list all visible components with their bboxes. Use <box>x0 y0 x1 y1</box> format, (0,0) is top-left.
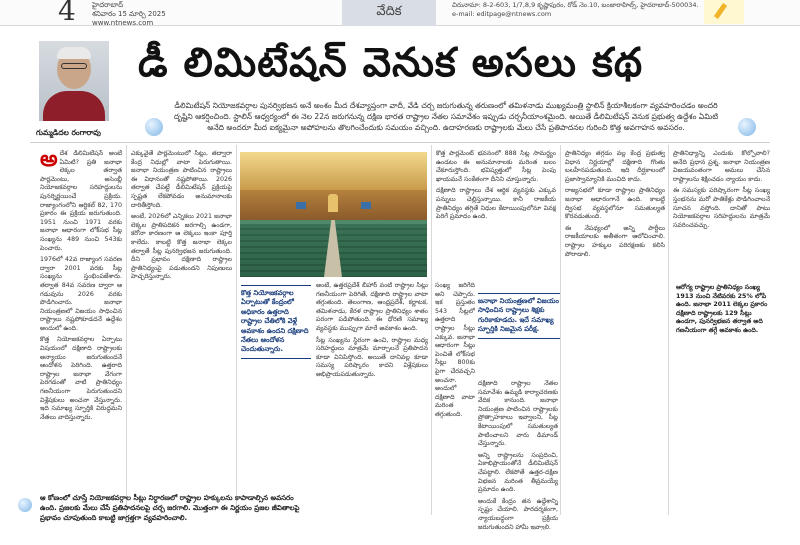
column-rule <box>236 145 237 515</box>
paragraph: ఈ నేపథ్యంలో అన్ని పార్టీలు రాజకీయాలకు అతీతంగా ఆలోచించాలి. రాష్ట్రాల హక్కుల పరిరక్షణకు కలిసి పోరాడాలి. <box>565 224 665 258</box>
date-text: శనివారం 15 మార్చి 2025 <box>92 10 166 18</box>
address-line: చిరునామా: 8-2-603, 1/7,8,9 కృష్ణాపురం, రోడ్ నెం.10, బంజారాహిల్స్, హైదరాబాద్-500034. <box>452 1 699 9</box>
paragraph: ప్రాతినిధ్యం తగ్గడం వల్ల కేంద్ర ప్రభుత్వ విధాన నిర్ణయాల్లో దక్షిణాది గొంతు బలహీనపడుతుంది. ఇది దీర్ఘకాలంలో ప్రజాస్వామ్యానికి మంచిది కాదు. <box>565 150 665 183</box>
bubble-decoration-icon <box>18 498 32 512</box>
editorial-address <box>452 1 699 19</box>
article-column-2 <box>131 150 232 488</box>
article-column-4a <box>435 282 475 488</box>
paragraph: సీట్ల సంఖ్యను స్థిరంగా ఉంచి, రాష్ట్రాల మధ్య సరిహద్దులు మాత్రమే మార్చాలనే ప్రతిపాదన కూడా వినిపిస్తోంది. అయితే దానివల్ల కూడా సమస్య పరిష్కారం కాదని విశ్లేషకులు అభిప్రాయపడుతున్నారు. <box>316 336 428 378</box>
bubble-decoration-icon <box>738 118 756 136</box>
highlight-box: ఆరోగ్య రాష్ట్రాల ప్రాతినిధ్యం సంఖ్య 1913 నుంచి నేటివరకు 25% లోపే ఉంది. జనాభా 2011 లెక్కల ప్రకారం దక్షిణాది రాష్ట్రాలకు 129 సీట్లు ఉండగా, పునర్విభజన తర్వాత అది గణనీయంగా తగ్గే అవకాశం ఉంది. <box>676 284 768 334</box>
date-city: హైదరాబాద్ <box>92 1 124 9</box>
paragraph: కొత్త పార్లమెంట్ భవనంలో 888 సీట్ల సామర్థ్యం ఉండటం ఈ అనుమానాలకు మరింత బలం చేకూరుస్తోంది. భవిష్యత్తులో సీట్ల పెంపు ఖాయమనే సంకేతంగా దీనిని చూస్తున్నారు. <box>436 150 556 183</box>
column-rule <box>431 145 432 515</box>
author-name: గుమ్మడిదల రంగారావు <box>36 128 101 137</box>
article-column-5 <box>478 380 558 530</box>
section-label: వేదిక <box>342 0 436 26</box>
paragraph: దక్షిణాది రాష్ట్రాలు దేశ ఆర్థిక వ్యవస్థకు ఎక్కువ పన్నులు చెల్లిస్తున్నాయి. కానీ రాజకీయ ప్రాతినిధ్యం తగ్గితే నిధుల కేటాయింపులోనూ వివక్ష పెరిగే ప్రమాదం ఉంది. <box>436 187 556 221</box>
paragraph: దేశ డీలిమిటేషన్ అంటే ఏమిటి? ప్రతి జనాభా లెక్కల తర్వాత పార్లమెంటు, అసెంబ్లీ నియోజకవర్గాల సరిహద్దులను పునర్నిర్ణయించే ప్రక్రియ. రాజ్యాంగంలోని ఆర్టికల్ 82, 170 ప్రకారం ఈ ప్రక్రియ జరుగుతుంది. 1951 నుంచి 1971 వరకు జనాభా ఆధారంగా లోక్‌సభ సీట్ల సంఖ్యను 489 నుంచి 543కు పెంచారు. <box>40 150 122 252</box>
bold-paragraph: ఆ కోణంలో చూస్తే నియోజకవర్గాల సీట్లు నిర్ధారణలో రాష్ట్రాల హక్కులను కాపాడాల్సిన అవసరం ఉంది. ప్రజలకు మేలు చేసే ప్రతిపాదనలపై చర్చ జరగాలి. మొత్తంగా ఈ నిర్ణయం ప్రజల జీవితాలపై ప్రభావం చూపుతుంది కాబట్టి జాగ్రత్తగా వ్యవహరించాలి. <box>40 494 300 522</box>
article-column-7 <box>673 150 770 280</box>
date-block <box>92 1 166 28</box>
article-column-1 <box>40 150 122 488</box>
page-number: 4 <box>58 0 76 27</box>
paragraph: అంటే, ఉత్తరప్రదేశ్ బీహార్ వంటి రాష్ట్రాల సీట్లు గణనీయంగా పెరిగితే, దక్షిణాది రాష్ట్రాల వాటా తగ్గుతుంది. తెలంగాణ, ఆంధ్రప్రదేశ్, కర్ణాటక, తమిళనాడు, కేరళ రాష్ట్రాల ప్రాతినిధ్యం శాతం పరంగా పడిపోతుంది. ఈ ధోరణి సమాఖ్య వ్యవస్థకు ముప్పుగా మారే అవకాశం ఉంది. <box>316 282 428 332</box>
parliament-photo <box>240 152 427 277</box>
page-title: డీ లిమిటేషన్ వెనుక అసలు కథ <box>138 40 644 86</box>
pull-quote-text: కొత్త నియోజకవర్గాల ఏర్పాటుతో కేంద్రంలో అధికారం ఉత్తరాది రాష్ట్రాల చేతిలోకి వెళ్లే అవకాశం ఉందని దక్షిణాది నేతలు ఆందోళన చెందుతున్నారు. <box>241 289 309 354</box>
site-url[interactable]: www.ntnews.com <box>92 19 154 27</box>
article-deck: డీలిమిటేషన్ నియోజకవర్గాల పునర్విభజన అనే అంశం మీద దేశవ్యాప్తంగా వాదీ, వేడి చర్చ జరుగుతున్న తరుణంలో తమిళనాడు ముఖ్యమంత్రి స్టాలిన్ క్రియాశీలకంగా వ్యవహరించడం అందరి దృష్టిని ఆకర్షించింది. స్టాలిన్ ఆధ్వర్యంలో ఈ నెల 22న జరుగనున్న దక్షిణ భారత రాష్ట్రాల నేతల సమావేశం ఇప్పుడు చర్చనీయాంశమైంది. అయితే డీలిమిటేషన్ వెనుక ప్రభుత్వ ఉద్దేశం ఏమిటి అనేది అందరూ మీద ఐక్యమైనా అపోహలను తొలగించేందుకు సమయం వచ్చింది. ఉదాహరణకు రాష్ట్రాలకు మేలు చేసే ప్రతిపాదనల గురించి కొత్త అవగాహన అవసరం. <box>173 101 719 132</box>
paragraph: దక్షిణాది రాష్ట్రాల నేతల సమావేశం ఉమ్మడి కార్యాచరణకు వేదిక కానుంది. జనాభా నియంత్రణ పాటించిన రాష్ట్రాలకు ప్రోత్సాహకాలు ఇవ్వాలని, సీట్ల కేటాయింపులో సమతుల్యత పాటించాలని వారు డిమాండ్ చేస్తున్నారు. <box>478 380 558 448</box>
paragraph: ఎక్కువైతే పార్లమెంటులో సీట్లు, తద్వారా కేంద్ర నిధుల్లో వాటా పెరుగుతాయి. జనాభా నియంత్రణ పాటించిన రాష్ట్రాలు ఈ విధానంతో నష్టపోతాయి. 2026 తర్వాత చేపట్టే డీలిమిటేషన్ ప్రక్రియపై స్పష్టత లేకపోవడం అనుమానాలకు దారితీస్తోంది. <box>131 150 232 209</box>
paragraph: అన్ని రాష్ట్రాలను సంప్రదించి, ఏకాభిప్రాయంతోనే డీలిమిటేషన్ చేపట్టాలి. లేకపోతే ఉత్తర-దక్షిణ విభజన మరింత తీవ్రమయ్యే ప్రమాదం ఉంది. <box>478 451 558 494</box>
article-column-6 <box>565 150 665 530</box>
paragraph: ప్రాతినిధ్యాన్ని ఎందుకు కోల్పోవాలి? అనేది ప్రధాన ప్రశ్న. జనాభా నియంత్రణ విజయవంతంగా అమలు చేసిన రాష్ట్రాలను శిక్షించడం న్యాయం కాదు. <box>673 150 770 183</box>
paragraph: అందుకే కేంద్రం తన ఉద్దేశాన్ని స్పష్టం చేయాలి. పారదర్శకంగా, న్యాయబద్ధంగా ప్రక్రియ జరుగుతుందని హామీ ఇవ్వాలి. <box>478 497 558 530</box>
pull-quote <box>241 282 311 362</box>
paragraph: 1976లో 42వ రాజ్యాంగ సవరణ ద్వారా 2001 వరకు సీట్ల సంఖ్యను స్తంభింపజేశారు. తర్వాత 84వ సవరణ ద్వారా ఆ గడువును 2026 వరకు పొడిగించారు. జనాభా నియంత్రణలో విజయం సాధించిన రాష్ట్రాలు నష్టపోకూడదనే ఉద్దేశం అందులో ఉంది. <box>40 256 122 332</box>
bubble-decoration-icon <box>145 118 163 136</box>
email-line[interactable]: e-mail: editpage@ntnews.com <box>452 10 552 18</box>
divider <box>30 142 770 143</box>
pull-quote-text: జనాభా నియంత్రణలో విజయం సాధించిన రాష్ట్రాలు శిక్షకు గురికాకూడదు. ఇదే సమాఖ్య స్ఫూర్తికి నిజమైన పరీక్ష. <box>478 297 559 334</box>
masthead-bar <box>0 0 800 26</box>
article-column-4 <box>436 150 556 282</box>
pull-quote <box>478 290 560 342</box>
pencil-icon <box>704 0 744 24</box>
paragraph: కొత్త నియోజకవర్గాల ఏర్పాటు విషయంలో దక్షిణాది రాష్ట్రాలకు అన్యాయం జరుగుతుందనే ఆందోళన పెరిగింది. ఉత్తరాది రాష్ట్రాల జనాభా వేగంగా పెరగడంతో వాటి ప్రాతినిధ్యం గణనీయంగా పెరుగుతుందని విశ్లేషకులు అంచనా వేస్తున్నారు. ఇది సమాఖ్య స్ఫూర్తికి విరుద్ధమని నేతలు వాదిస్తున్నారు. <box>40 336 122 421</box>
drop-cap: అ <box>40 150 58 172</box>
paragraph: అంటే, 2026లో ఎన్నికలు 2021 జనాభా లెక్కల ప్రాతిపదికన జరగాల్సి ఉండగా, కరోనా కారణంగా ఆ లెక్కలు ఇంకా పూర్తి కాలేదు. కాబట్టి కొత్త జనాభా లెక్కల తర్వాతే సీట్ల పునర్విభజన జరుగుతుంది. దీని ప్రభావం దక్షిణాది రాష్ట్రాల ప్రాతినిధ్యంపై పడుతుందని నిపుణులు హెచ్చరిస్తున్నారు. <box>131 213 232 281</box>
column-rule <box>126 145 127 515</box>
article-column-3 <box>316 282 428 488</box>
column-rule <box>560 145 561 515</box>
paragraph: సంఖ్య జరిగేది అని చెప్పారు. ఇక ప్రస్తుతం 543 సీట్లలో ఉత్తరాది రాష్ట్రాల సీట్లు ఎక్కువ. జనాభా ఆధారంగా సీట్లు పెంచితే లోక్‌సభ సీట్లు 800కు పైగా చేరవచ్చని అంచనా. అందులో దక్షిణాది వాటా మరింత తగ్గుతుంది. <box>435 282 475 418</box>
author-photo <box>39 41 109 121</box>
column-rule <box>668 145 669 515</box>
paragraph: ఈ సమస్యకు పరిష్కారంగా సీట్ల సంఖ్య స్తంభనను మరో పాతికేళ్లు పొడిగించాలనే సూచన వస్తోంది. దానితో పాటు నియోజకవర్గాల సరిహద్దులను మాత్రమే సవరించవచ్చు. <box>673 187 770 229</box>
paragraph: రాజ్యసభలో కూడా రాష్ట్రాల ప్రాతినిధ్యం జనాభా ఆధారంగానే ఉంది. కాబట్టి ద్విసభ వ్యవస్థలోనూ సమతుల్యత కొరవడుతుంది. <box>565 187 665 221</box>
